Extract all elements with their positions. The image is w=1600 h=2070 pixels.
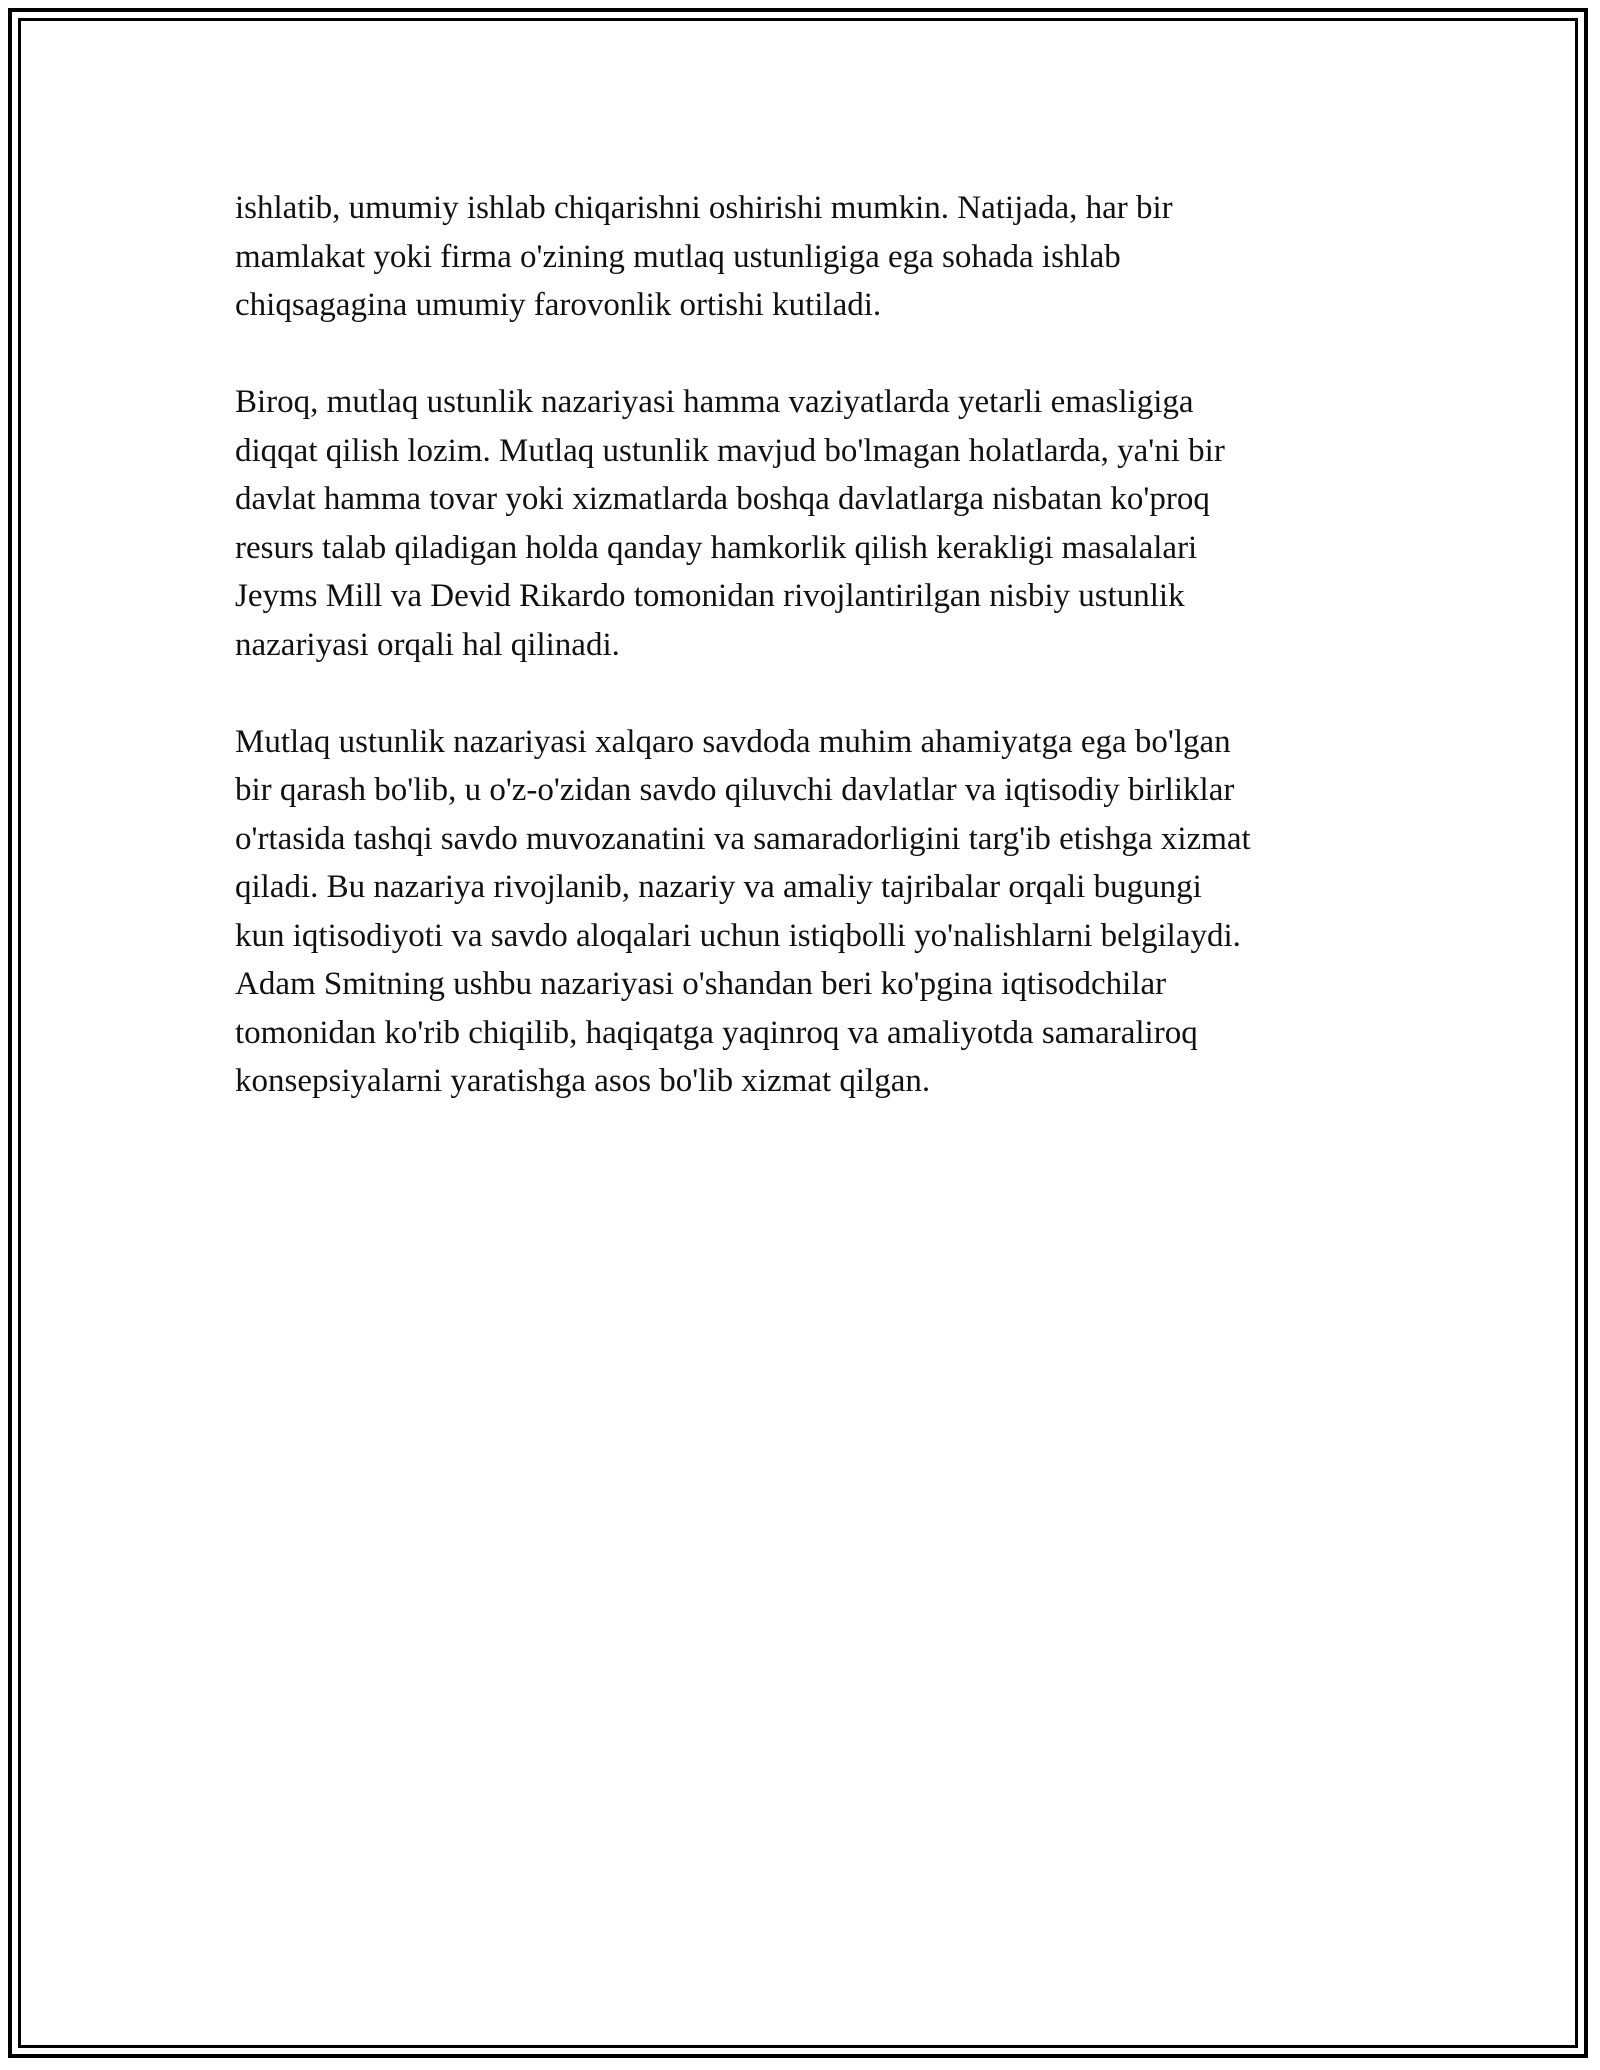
paragraph-1: ishlatib, umumiy ishlab chiqarishni oshirishi mumkin. Natijada, har bir mamlakat yoki firma o'zining mutlaq ustunligiga ega sohada ishlab chiqsagagina umumiy farovonlik ortishi kutiladi.	[235, 190, 1173, 323]
document-body	[235, 184, 1385, 1154]
paragraph-3: Mutlaq ustunlik nazariyasi xalqaro savdoda muhim ahamiyatga ega bo'lgan bir qarash bo'lib, u o'z-o'zidan savdo qiluvchi davlatlar va iqtisodiy birliklar o'rtasida tashqi savdo muvozanatini va samaradorligini targ'ib etishga xizmat qiladi. Bu nazariya rivojlanib, nazariy va amaliy tajribalar orqali bugungi kun iqtisodiyoti va savdo aloqalari uchun istiqbolli yo'nalishlarni belgilaydi. Adam Smitning ushbu nazariyasi o'shandan beri ko'pgina iqtisodchilar tomonidan ko'rib chiqilib, haqiqatga yaqinroq va amaliyotda samaraliroq konsepsiyalarni yaratishga asos bo'lib xizmat qilgan.	[235, 723, 1251, 1099]
paragraph-2: Biroq, mutlaq ustunlik nazariyasi hamma vaziyatlarda yetarli emasligiga diqqat qilish lozim. Mutlaq ustunlik mavjud bo'lmagan holatlarda, ya'ni bir davlat hamma tovar yoki xizmatlarda boshqa davlatlarga nisbatan ko'proq resurs talab qiladigan holda qanday hamkorlik qilish kerakligi masalalari Jeyms Mill va Devid Rikardo tomonidan rivojlantirilgan nisbiy ustunlik nazariyasi orqali hal qilinadi.	[235, 384, 1225, 663]
